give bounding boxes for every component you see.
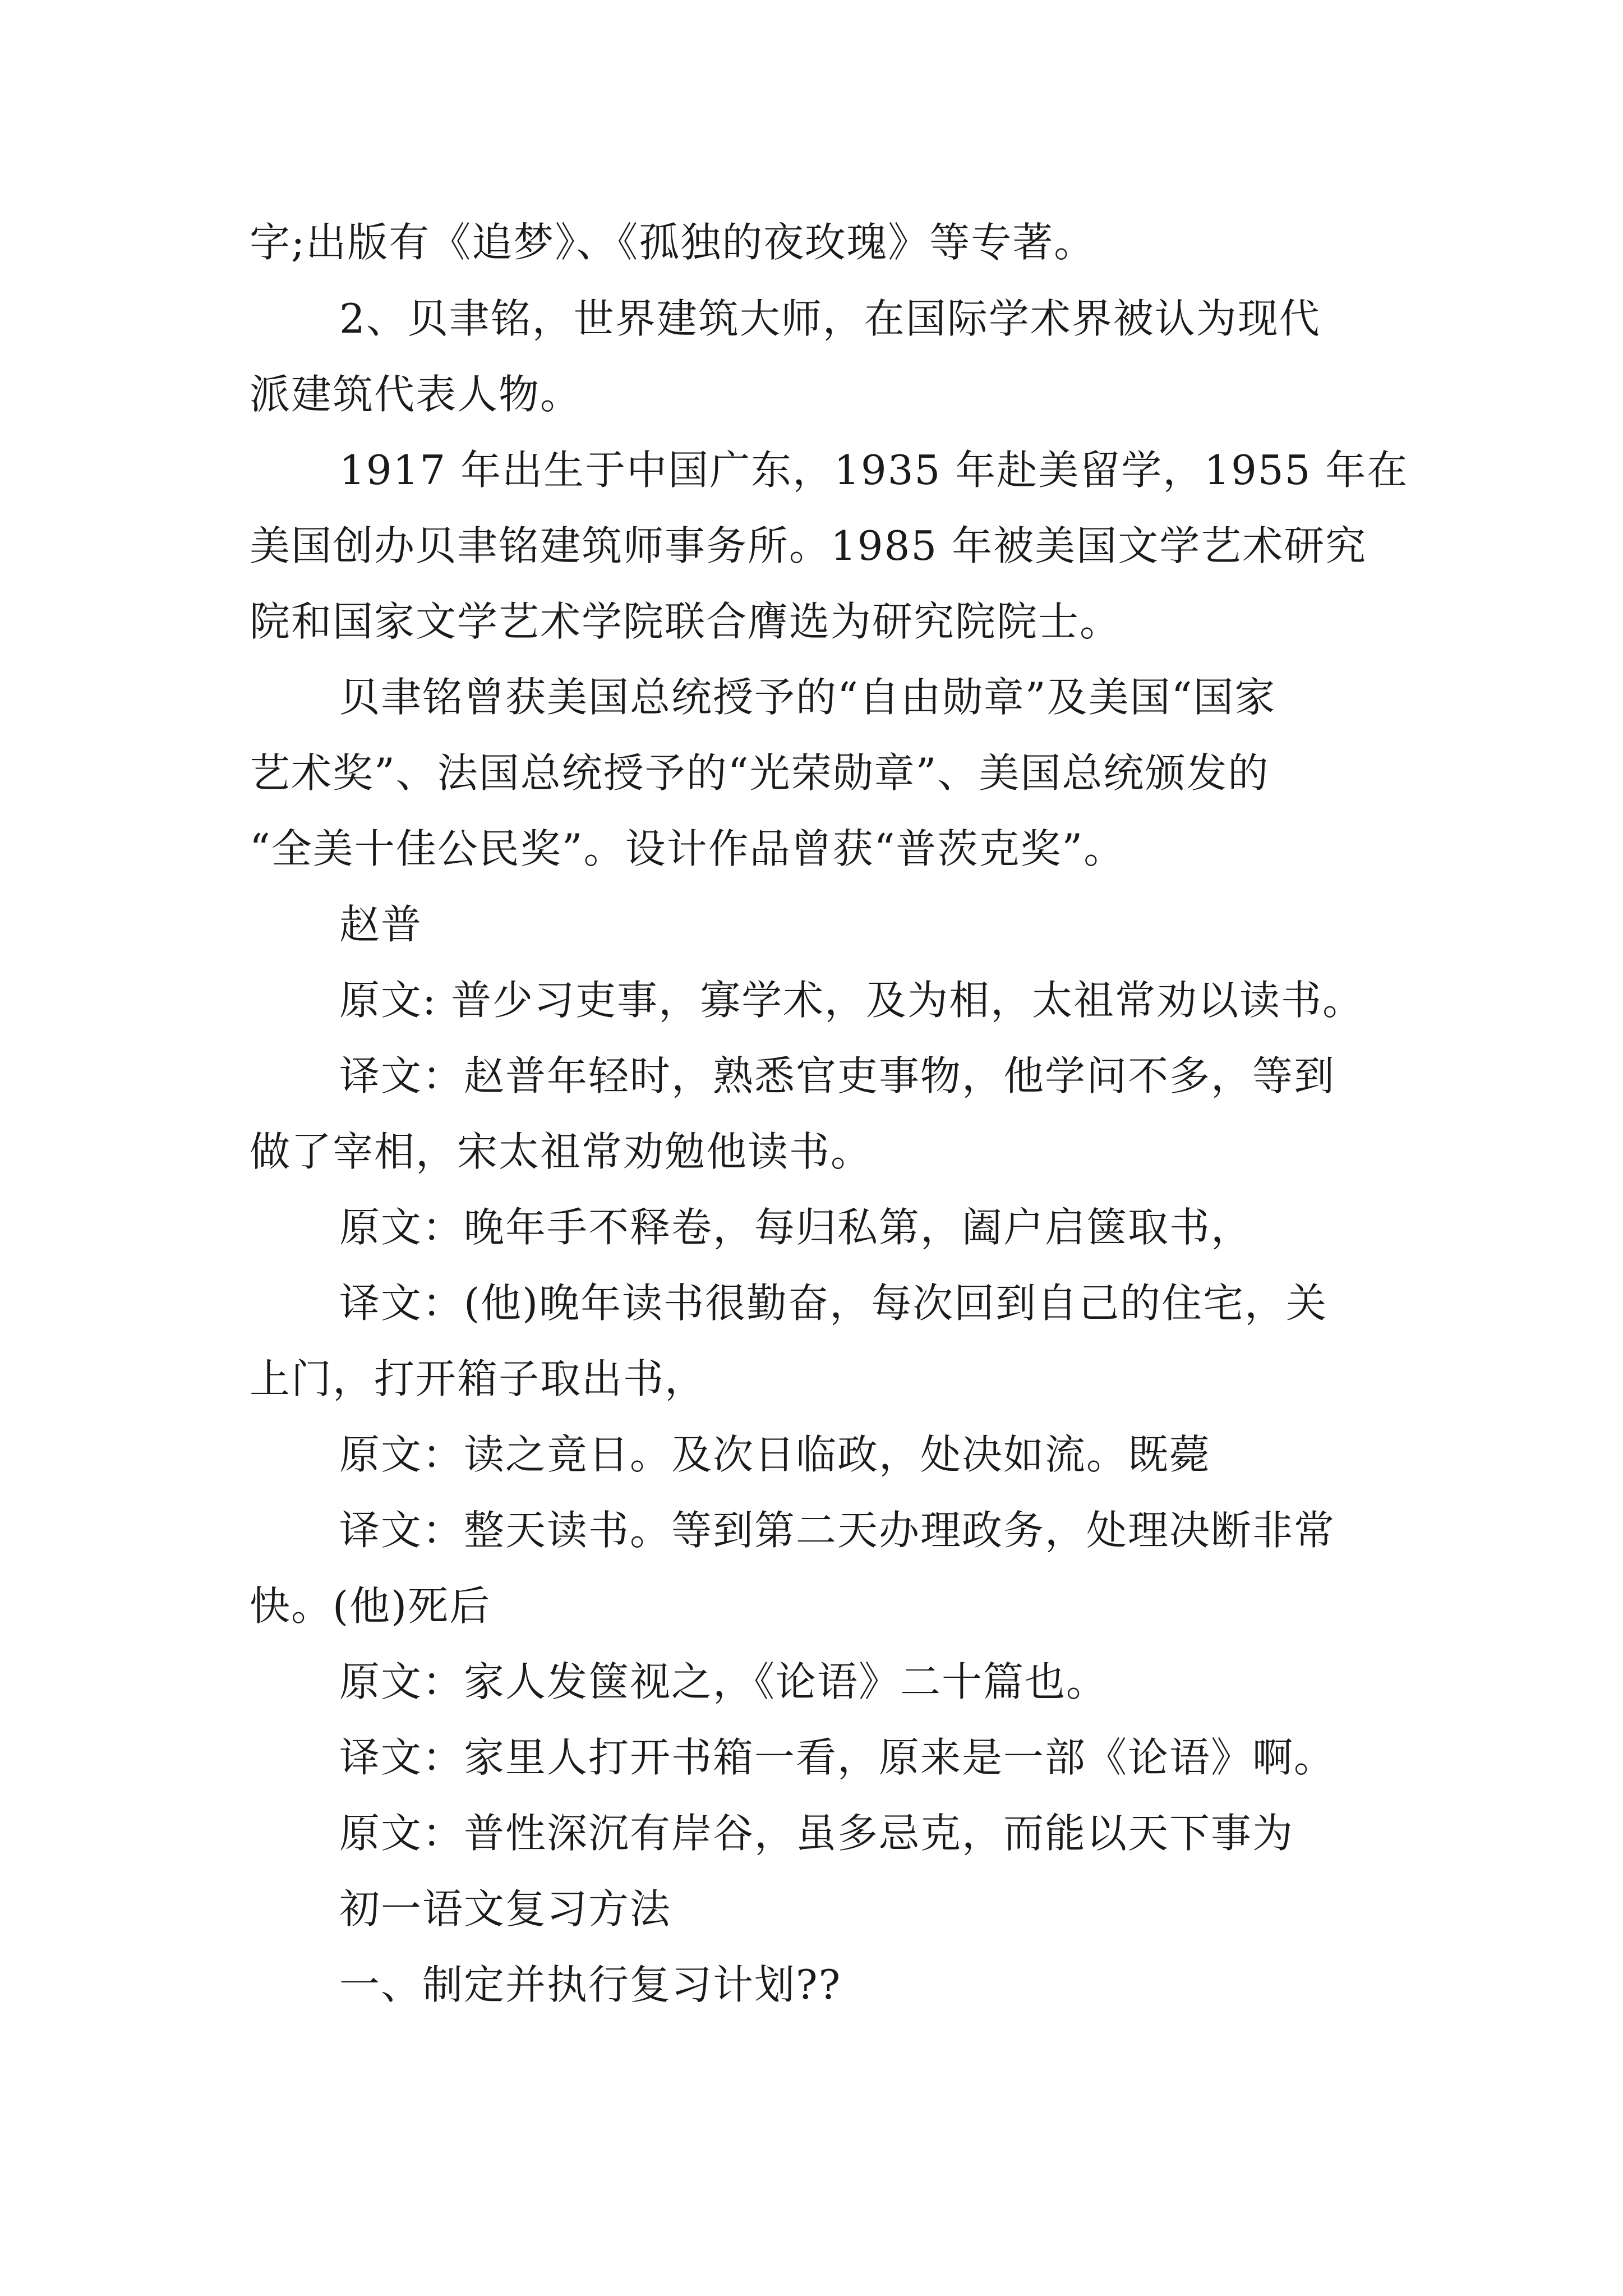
text-line: 原文：家人发箧视之，《论语》二十篇也。 [339,1658,1108,1705]
text-line: 一、制定并执行复习计划?? [339,1961,842,2008]
text-line: 贝聿铭曾获美国总统授予的“自由勋章”及美国“国家 [339,674,1276,721]
text-line: 上门，打开箱子取出书， [250,1355,707,1402]
text-line: 译文：整天读书。等到第二天办理政务，处理决断非常 [339,1507,1336,1554]
section-heading: 赵普 [339,901,423,948]
text-line: 1917 年出生于中国广东，1935 年赴美留学，1955 年在 [339,447,1409,494]
section-heading: 初一语文复习方法 [339,1885,672,1932]
text-line: 译文：(他)晚年读书很勤奋，每次回到自己的住宅，关 [339,1280,1328,1327]
text-line: 做了宰相，宋太祖常劝勉他读书。 [250,1128,873,1175]
text-line: 原文：普性深沉有岸谷，虽多忌克，而能以天下事为 [339,1810,1294,1857]
text-line: 艺术奖”、法国总统授予的“光荣勋章”、美国总统颁发的 [250,749,1270,797]
text-line: 原文：晚年手不释卷，每归私第，阖户启箧取书， [339,1204,1253,1251]
text-line: 原文: 普少习吏事，寡学术，及为相，太祖常劝以读书。 [339,977,1364,1024]
text-line: 原文：读之竟日。及次日临政，处决如流。既薨 [339,1431,1211,1478]
text-line: 译文：赵普年轻时，熟悉官吏事物，他学问不多，等到 [339,1052,1336,1099]
text-line: 快。(他)死后 [250,1582,491,1630]
text-line: 院和国家文学艺术学院联合膺选为研究院院士。 [250,598,1122,645]
text-line: 2、贝聿铭，世界建筑大师，在国际学术界被认为现代 [339,295,1321,342]
text-line: “全美十佳公民奖”。设计作品曾获“普茨克奖”。 [250,825,1126,872]
text-line: 字;出版有《追梦》、《孤独的夜玫瑰》等专著。 [250,219,1096,266]
text-line: 译文：家里人打开书箱一看，原来是一部《论语》啊。 [339,1734,1336,1781]
text-line: 美国创办贝聿铭建筑师事务所。1985 年被美国文学艺术研究 [250,522,1367,569]
text-line: 派建筑代表人物。 [250,371,582,418]
